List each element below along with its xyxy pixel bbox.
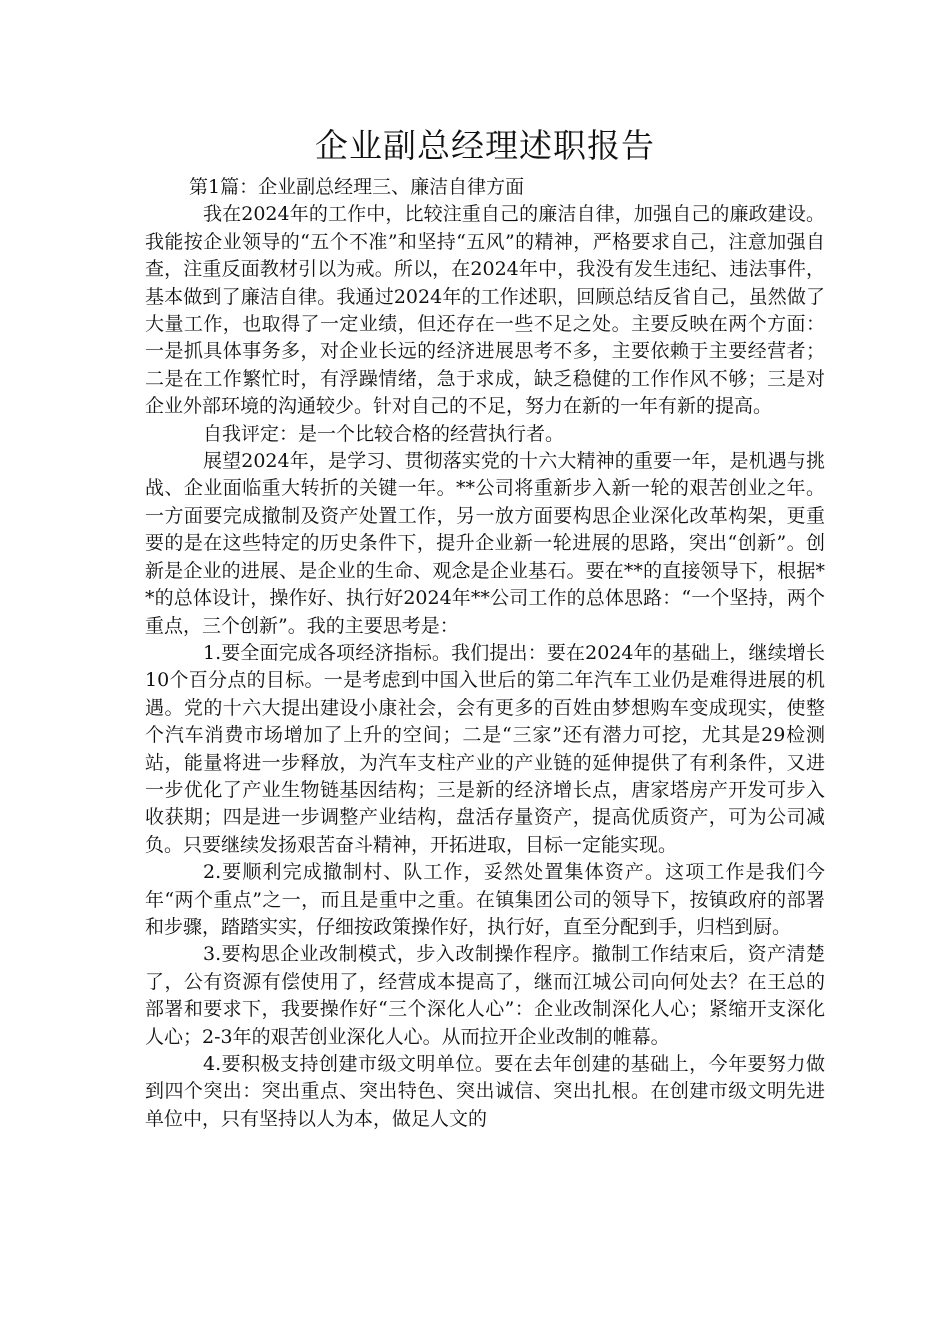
paragraph-outlook: 展望2024年，是学习、贯彻落实党的十六大精神的重要一年，是机遇与挑战、企业面临重大转折的关键一年。**公司将重新步入新一轮的艰苦创业之年。一方面要完成撤制及资产处置工作，另一放方面要构思企业深化改革构架，更重要的是在这些特定的历史条件下，提升企业新一轮进展的思路，突出“创新”。创新是企业的进展、是企业的生命、观念是企业基石。要在**的直接领导下，根据**的总体设计，操作好、执行好2024年**公司工作的总体思路：“一个坚持，两个重点，三个创新”。我的主要思考是： [145, 450, 825, 637]
paragraph-item-1: 1.要全面完成各项经济指标。我们提出：要在2024年的基础上，继续增长10个百分点的目标。一是考虑到中国入世后的第二年汽车工业仍是难得进展的机遇。党的十六大提出建设小康社会，会有更多的百姓由梦想购车变成现实，使整个汽车消费市场增加了上升的空间；二是“三家”还有潜力可挖，尤其是29检测站，能量将进一步释放，为汽车支柱产业的产业链的延伸提供了有利条件，又进一步优化了产业生物链基因结构；三是新的经济增长点，唐家塔房产开发可步入收获期；四是进一步调整产业结构，盘活存量资产，提高优质资产，可为公司减负。只要继续发扬艰苦奋斗精神，开拓进取，目标一定能实现。 [145, 641, 825, 856]
paragraph-self-evaluation: 自我评定：是一个比较合格的经营执行者。 [203, 422, 565, 445]
document-subtitle: 第1篇：企业副总经理三、廉洁自律方面 [189, 176, 525, 198]
document-title: 企业副总经理述职报告 [315, 126, 655, 165]
document-page [145, 122, 825, 1133]
paragraph-item-3: 3.要构思企业改制模式，步入改制操作程序。撤制工作结束后，资产清楚了，公有资源有偿使用了，经营成本提高了，继而江城公司向何处去？在王总的部署和要求下，我要操作好“三个深化人心”：企业改制深化人心；紧缩开支深化人心；2-3年的艰苦创业深化人心。从而拉开企业改制的帷幕。 [145, 943, 825, 1048]
paragraph-item-2: 2.要顺利完成撤制村、队工作，妥然处置集体资产。这项工作是我们今年“两个重点”之一，而且是重中之重。在镇集团公司的领导下，按镇政府的部署和步骤，踏踏实实，仔细按政策操作好，执行好，直至分配到手，归档到厨。 [145, 861, 825, 938]
paragraph-item-4: 4.要积极支持创建市级文明单位。要在去年创建的基础上，今年要努力做到四个突出：突出重点、突出特色、突出诚信、突出扎根。在创建市级文明先进单位中，只有坚持以人为本，做足人文的 [145, 1053, 825, 1130]
paragraph-integrity: 我在2024年的工作中，比较注重自己的廉洁自律，加强自己的廉政建设。我能按企业领导的“五个不准”和坚持“五风”的精神，严格要求自己，注意加强自查，注重反面教材引以为戒。所以，在2024年中，我没有发生违纪、违法事件，基本做到了廉洁自律。我通过2024年的工作述职，回顾总结反省自己，虽然做了大量工作，也取得了一定业绩，但还存在一些不足之处。主要反映在两个方面：一是抓具体事务多，对企业长远的经济进展思考不多，主要依赖于主要经营者；二是在工作繁忙时，有浮躁情绪，急于求成，缺乏稳健的工作作风不够；三是对企业外部环境的沟通较少。针对自己的不足，努力在新的一年有新的提高。 [145, 203, 825, 418]
